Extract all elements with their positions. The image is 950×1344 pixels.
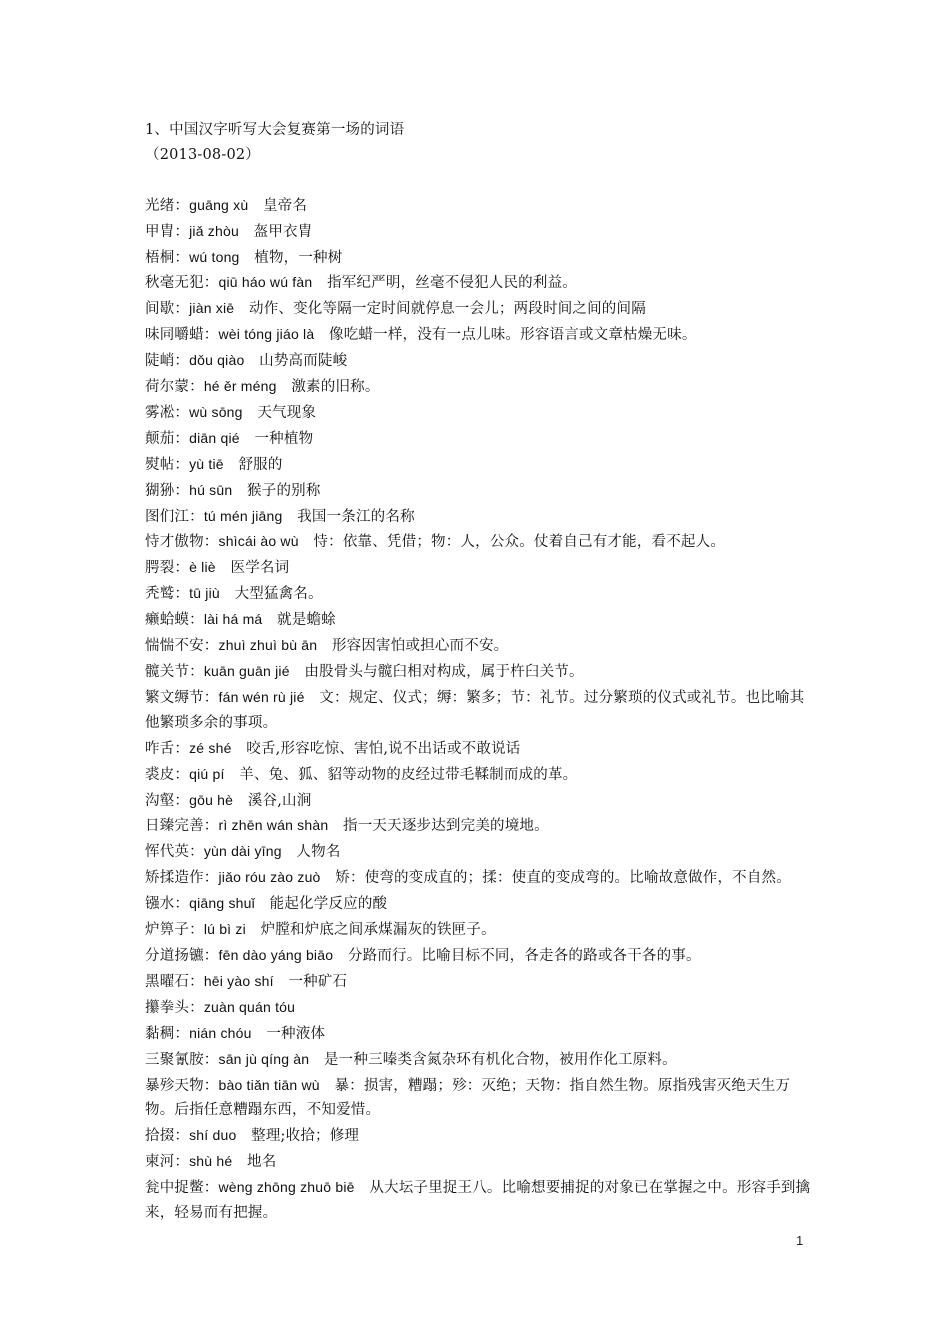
entry-definition: 一种植物 (254, 430, 314, 447)
entry-definition: 医学名词 (230, 560, 290, 577)
entry-pinyin: zhuì zhuì bù ān (218, 637, 318, 654)
entry-definition: 我国一条江的名称 (297, 508, 415, 525)
entry-definition: 动作、变化等隔一定时间就停息一会儿；两段时间之间的间隔 (249, 301, 646, 318)
entry-pinyin: qiāng shuǐ (189, 895, 255, 912)
entry-word: 日臻完善： (145, 818, 219, 835)
entry-pinyin: wèng zhōng zhuō biē (218, 1179, 355, 1196)
entry-word: 恽代英： (145, 844, 204, 861)
entry-word: 沟壑： (145, 792, 190, 809)
entry-definition: 像吃蜡一样，没有一点儿味。形容语言或文章枯燥无味。 (329, 327, 697, 344)
vocabulary-entry (145, 478, 813, 504)
entry-definition: 地名 (247, 1154, 277, 1171)
entry-definition: 溪谷,山涧 (247, 792, 312, 809)
entry-word: 繁文缛节： (145, 689, 219, 706)
entry-pinyin: yùn dài yīng (203, 843, 282, 860)
entry-definition: 由股骨头与髋臼相对构成，属于杵臼关节。 (304, 664, 584, 681)
entry-word: 黑曜石： (145, 973, 204, 990)
entry-word: 柬河： (145, 1154, 190, 1171)
entry-pinyin: sān jù qíng àn (218, 1050, 310, 1067)
entry-definition: 一种矿石 (288, 973, 348, 990)
entry-definition: 整理;收拾；修理 (251, 1128, 360, 1145)
entry-pinyin: hé ěr méng (203, 378, 277, 395)
entry-word: 光绪： (145, 197, 190, 214)
vocabulary-entry (145, 607, 813, 633)
entry-pinyin: gōu hè (189, 791, 234, 808)
entry-pinyin: zuàn quán tóu (203, 998, 296, 1015)
entry-definition: 分路而行。比喻目标不同，各走各的路或各干各的事。 (347, 947, 701, 964)
vocabulary-entry (145, 839, 813, 865)
entry-pinyin: dǒu qiào (189, 352, 245, 369)
entry-definition: 植物，一种树 (254, 249, 343, 266)
entry-word: 髋关节： (145, 664, 204, 681)
entry-word: 攥拳头： (145, 999, 204, 1016)
vocabulary-entry (145, 943, 813, 969)
entry-word: 裘皮： (145, 766, 190, 783)
entry-definition: 形容因害怕或担心而不安。 (331, 638, 509, 655)
entry-pinyin: jiǎo róu zào zuò (218, 869, 321, 886)
entry-pinyin: lài há má (203, 611, 263, 628)
vocabulary-entry (145, 529, 813, 555)
vocabulary-entry (145, 296, 813, 322)
vocabulary-entry (145, 788, 813, 814)
entry-definition: 咬舌,形容吃惊、害怕,说不出话或不敢说话 (246, 740, 521, 757)
vocabulary-entry (145, 555, 813, 581)
entry-definition: 恃：依靠、凭借；物：人，公众。仗着自己有才能，看不起人。 (313, 534, 726, 551)
vocabulary-entry (145, 426, 813, 452)
vocabulary-entry (145, 891, 813, 917)
entry-word: 分道扬镳： (145, 947, 219, 964)
vocabulary-entry (145, 219, 813, 245)
entry-word: 梧桐： (145, 249, 190, 266)
entry-definition: 就是蟾蜍 (277, 612, 336, 629)
entry-word: 镪水： (145, 896, 190, 913)
vocabulary-entry (145, 995, 813, 1021)
blank-line (145, 168, 813, 193)
entry-pinyin: wèi tóng jiáo là (218, 326, 315, 343)
entry-pinyin: kuān guān jié (203, 663, 290, 680)
document-date: （2013-08-02） (145, 146, 261, 163)
entry-definition: 大型猛禽名。 (234, 586, 323, 603)
entry-definition: 人物名 (296, 844, 341, 861)
entry-word: 熨帖： (145, 456, 190, 473)
entry-pinyin: hú sūn (189, 481, 233, 498)
entry-word: 味同嚼蜡： (145, 327, 219, 344)
vocabulary-list (145, 193, 813, 1226)
entry-pinyin: yù tiē (189, 455, 224, 472)
entry-pinyin: wù sōng (189, 403, 243, 420)
entry-pinyin: nián chóu (189, 1024, 252, 1041)
entry-pinyin: hēi yào shí (203, 972, 274, 989)
entry-pinyin: diān qié (189, 429, 240, 446)
entry-word: 颠茄： (145, 430, 190, 447)
entry-definition: 文：规定、仪式；缛：繁多；节：礼节。过分繁琐的仪式或礼节。也比喻其他繁琐多余的事项。 (145, 689, 805, 731)
entry-pinyin: qiú pí (189, 765, 225, 782)
entry-word: 暴殄天物： (145, 1077, 219, 1094)
vocabulary-entry (145, 659, 813, 685)
vocabulary-entry (145, 452, 813, 478)
entry-word: 腭裂： (145, 560, 190, 577)
entry-pinyin: è liè (189, 559, 216, 576)
entry-word: 图们江： (145, 508, 204, 525)
vocabulary-entry (145, 762, 813, 788)
entry-word: 秋毫无犯： (145, 275, 219, 292)
vocabulary-entry (145, 400, 813, 426)
document-heading: 1、中国汉字听写大会复赛第一场的词语 (145, 122, 405, 138)
entry-word: 间歇： (145, 301, 190, 318)
entry-definition: 羊、兔、狐、貂等动物的皮经过带毛鞣制而成的革。 (239, 766, 578, 783)
entry-pinyin: shí duo (189, 1127, 237, 1144)
vocabulary-entry (145, 865, 813, 891)
entry-word: 癞蛤蟆： (145, 612, 204, 629)
entry-definition: 皇帝名 (263, 197, 308, 214)
vocabulary-entry (145, 1073, 813, 1124)
vocabulary-entry (145, 1021, 813, 1047)
entry-definition: 暴：损害，糟蹋；殄：灭绝；天物：指自然生物。原指残害灭绝天生万物。后指任意糟蹋东西，不知爱惜。 (145, 1077, 791, 1119)
document-body (145, 118, 813, 1226)
vocabulary-entry (145, 1123, 813, 1149)
entry-definition: 山势高而陡峻 (259, 353, 348, 370)
page-number: 1 (796, 1233, 804, 1248)
vocabulary-entry (145, 322, 813, 348)
entry-word: 恃才傲物： (145, 534, 219, 551)
entry-pinyin: shù hé (189, 1153, 233, 1170)
entry-pinyin: shìcái ào wù (218, 533, 299, 550)
entry-definition: 炉膛和炉底之间承煤漏灰的铁匣子。 (260, 922, 496, 939)
vocabulary-entry (145, 917, 813, 943)
entry-pinyin: lú bì zi (203, 921, 246, 938)
entry-word: 秃鹫： (145, 586, 190, 603)
vocabulary-entry (145, 685, 813, 736)
entry-word: 炉箅子： (145, 922, 204, 939)
entry-definition: 猴子的别称 (247, 482, 321, 499)
entry-word: 咋舌： (145, 740, 190, 757)
entry-pinyin: jiàn xiē (189, 300, 235, 317)
vocabulary-entry (145, 633, 813, 659)
entry-word: 雾凇： (145, 404, 190, 421)
entry-definition: 指军纪严明，丝毫不侵犯人民的利益。 (327, 275, 577, 292)
entry-word: 矫揉造作： (145, 870, 219, 887)
entry-pinyin: zé shé (189, 739, 232, 756)
vocabulary-entry (145, 374, 813, 400)
entry-word: 瓮中捉鳖： (145, 1180, 219, 1197)
entry-pinyin: tū jiù (189, 585, 220, 602)
vocabulary-entry (145, 348, 813, 374)
entry-word: 黏稠： (145, 1025, 190, 1042)
entry-definition: 天气现象 (257, 404, 317, 421)
entry-word: 陡峭： (145, 353, 190, 370)
vocabulary-entry (145, 1149, 813, 1175)
vocabulary-entry (145, 813, 813, 839)
entry-word: 三聚氰胺： (145, 1051, 219, 1068)
entry-pinyin: fēn dào yáng biāo (218, 946, 334, 963)
entry-pinyin: qiū háo wú fàn (218, 274, 313, 291)
entry-definition: 是一种三嗪类含氮杂环有机化合物，被用作化工原料。 (323, 1051, 677, 1068)
entry-pinyin: wú tong (189, 248, 240, 265)
vocabulary-entry (145, 1175, 813, 1226)
vocabulary-entry (145, 736, 813, 762)
entry-word: 甲胄： (145, 223, 190, 240)
vocabulary-entry (145, 969, 813, 995)
entry-definition: 指一天天逐步达到完美的境地。 (343, 818, 549, 835)
entry-word: 猢狲： (145, 482, 190, 499)
vocabulary-entry (145, 245, 813, 271)
entry-pinyin: fán wén rù jié (218, 688, 305, 705)
entry-word: 惴惴不安： (145, 638, 219, 655)
entry-definition: 盔甲衣胄 (253, 223, 313, 240)
vocabulary-entry (145, 193, 813, 219)
vocabulary-entry (145, 1047, 813, 1073)
vocabulary-entry (145, 581, 813, 607)
entry-word: 拾掇： (145, 1128, 190, 1145)
entry-pinyin: rì zhēn wán shàn (218, 817, 329, 834)
entry-definition: 从大坛子里捉王八。比喻想要捕捉的对象已在掌握之中。形容手到擒来，轻易而有把握。 (145, 1180, 811, 1222)
entry-definition: 舒服的 (238, 456, 283, 473)
vocabulary-entry (145, 270, 813, 296)
entry-definition: 一种液体 (266, 1025, 326, 1042)
entry-definition: 激素的旧称。 (291, 379, 380, 396)
entry-pinyin: bào tiǎn tiān wù (218, 1076, 320, 1093)
entry-pinyin: guāng xù (189, 196, 249, 213)
vocabulary-entry (145, 504, 813, 530)
entry-pinyin: tú mén jiāng (203, 507, 283, 524)
entry-definition: 能起化学反应的酸 (269, 896, 388, 913)
entry-word: 荷尔蒙： (145, 379, 204, 396)
entry-pinyin: jiǎ zhòu (189, 222, 239, 239)
entry-definition: 矫：使弯的变成直的；揉：使直的变成弯的。比喻故意做作，不自然。 (335, 870, 791, 887)
